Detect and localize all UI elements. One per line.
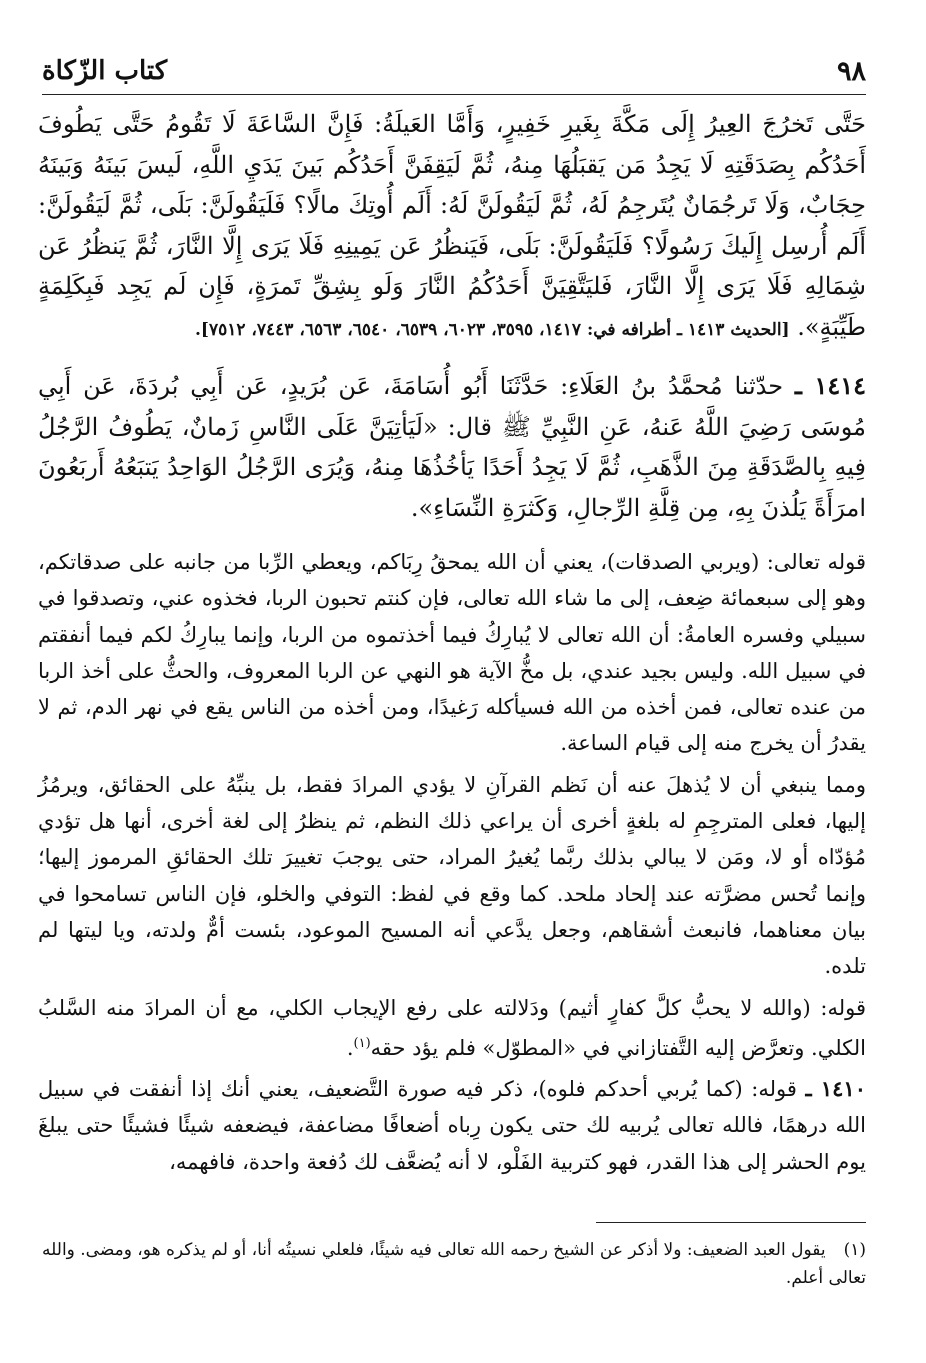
hadith-1414	[38, 366, 866, 528]
page-header	[42, 50, 866, 95]
hadith-number: ١٤١٤ ـ	[794, 371, 866, 400]
footnote-divider	[596, 1222, 866, 1223]
commentary-paragraph	[38, 990, 866, 1067]
page-number: ٩٨	[836, 56, 866, 87]
sentence-end: .	[346, 1035, 354, 1060]
commentary-paragraph: قوله تعالى: (ويربي الصدقات)، يعني أن الله يمحقُ رِبَاكم، ويعطي الرِّبا من جانبه على صدقاتكم، وهو إلى سبعمائة ضِعف، إلى ما شاء الله تعالى، فإن كنتم تحبون الربا، فخذوه عني، وتصدقوا في سبيلي وفسره العامةُ: أن الله تعالى لا يُبارِكُ فيما أخذتموه من الربا، وإنما يبارِكُ لكم فيما أنفقتم في سبيل الله. وليس بجيد عندي، بل مخُّ الآية هو النهي عن الربا المعروف، والحثُّ على أخذ الربا من عنده تعالى، فمن أخذه من الله فسيأكله رَغيدًا، ومن أخذه من الناس يقع في نهر الدم، ثم لا يقدرُ أن يخرج منه إلى قيام الساعة.	[38, 550, 866, 756]
commentary-number: ١٤١٠ ـ	[805, 1076, 866, 1102]
commentary-paragraph: ومما ينبغي أن لا يُذهلَ عنه أن نَظم القرآنِ لا يؤدي المرادَ فقط، بل ينبِّهُ على الحقائق، ويرمُزُ إليها، فعلى المترجِمِ له بلغةٍ أخرى أن يراعي ذلك النظم، ثم ينظرُ إلى لغة أخرى، أنها هل تؤدي مُؤدّاه أو لا، ومَن لا يبالي بذلك ربَّما يُغيرُ المراد، حتى يوجبَ تغييرَ تلك الحقائقِ المرموز إليها؛ وإنما تُحس مضرَّته عند إلحاد ملحد. كما وقع في لفظ: التوفي والخلو، فإن الناس تسامحوا في بيان معناهما، فانبعث أشقاهم، وجعل يدَّعي أنه المسيح الموعود، بئست أمٌّ ولدته، ويا ليتها لم تلده.	[38, 772, 866, 979]
commentary-text: قوله: (كما يُربي أحدكم فلوه)، ذكر فيه صورة التَّضعيف، يعني أنك إذا أنفقت في سبيل الله درهمًا، فالله تعالى يُربيه لك حتى يكون رِباه أضعافًا مضاعفة، فيضعفه شيئًا فشيئًا حتى يبلغَ يوم الحشر إلى هذا القدر، فهو كتربية الفَلْو، لا أنه يُضعَّف لك دُفعة واحدة، فافهمه،	[38, 1077, 866, 1174]
running-title: كتاب الزّكاة	[42, 56, 168, 86]
hadith-1413-end	[38, 104, 866, 350]
footnote-text: يقول العبد الضعيف: ولا أذكر عن الشيخ رحمه الله تعالى فيه شيئًا، فلعلي نسيتُه أنا، أو لم يذكره هو، ومضى. والله تعالى أعلم.	[42, 1240, 866, 1288]
footnote-marker: (١)	[843, 1240, 866, 1260]
footnotes	[40, 1236, 866, 1292]
commentary-text: قوله: (والله لا يحبُّ كلَّ كفارٍ أثيم) ودَلالته على رفع الإيجاب الكلي، مع أن المرادَ منه السَّلبُ الكلي. وتعرَّض إليه التَّفتازاني في «المطوّل» فلم يؤد حقه	[38, 995, 866, 1060]
hadith-references: [الحديث ١٤١٣ ـ أطرافه في: ١٤١٧، ٣٥٩٥، ٦٠٢٣، ٦٥٣٩، ٦٥٤٠، ٦٥٦٣، ٧٤٤٣، ٧٥١٢].	[194, 319, 790, 340]
hadith-text: حدّثنا مُحمَّدُ بنُ العَلَاءِ: حَدَّثَنَا أَبُو أُسَامَةَ، عَن بُرَيدٍ، عَن أَبِي بُردَةَ، عَن أَبِي مُوسَى رَضِيَ اللَّهُ عَنهُ، عَنِ النَّبِيِّ ﷺ قال: «لَيَأتِيَنَّ عَلَى النَّاسِ زَمانٌ، يَطُوفُ الرَّجُلُ فِيهِ بِالصَّدَقَةِ مِنَ الذَّهَبِ، ثُمَّ لَا يَجِدُ أَحَدًا يَأخُذُهَا مِنهُ، وَيُرَى الرَّجُلُ الوَاحِدُ يَتبَعُهُ أَربَعُونَ امرَأَةً يَلُذنَ بِهِ، مِن قِلَّةِ الرِّجالِ، وَكَثرَةِ النِّسَاءِ».	[38, 372, 866, 522]
commentary-1410	[38, 1071, 866, 1180]
footnote-reference: (١)	[353, 1035, 371, 1051]
hadith-text: حَتَّى تَخرُجَ العِيرُ إِلَى مَكَّةَ بِغَيرِ خَفِيرٍ، وَأَمَّا العَيلَةُ: فَإِنَّ السَّاعَةَ لَا تَقُومُ حَتَّى يَطُوفَ أَحَدُكُم بِصَدَقَتِهِ لَا يَجِدُ مَن يَقبَلُهَا مِنهُ، ثُمَّ لَيَقِفَنَّ أَحَدُكُم بَينَ يَدَيِ اللَّهِ، لَيسَ بَينَهُ وَبَينَهُ حِجَابٌ، وَلَا تَرجُمَانٌ يُتَرجِمُ لَهُ، ثُمَّ لَيَقُولَنَّ لَهُ: أَلَم أُوتِكَ مالًا؟ فَلَيَقُولَنَّ: بَلَى، ثُمَّ لَيَقُولَنَّ: أَلَم أُرسِل إِلَيكَ رَسُولًا؟ فَلَيَقُولَنَّ: بَلَى، فَيَنظُرُ عَن يَمِينِهِ فَلَا يَرَى إِلَّا النَّارَ، ثُمَّ يَنظُرُ عَن شِمَالِهِ فَلَا يَرَى إِلَّا النَّارَ، فَليَتَّقِيَنَّ أَحَدُكُمُ النَّارَ وَلَو بِشِقِّ تَمرَةٍ، فَإِن لَم يَجِد فَبِكَلِمَةٍ طَيِّبَةٍ».	[38, 110, 866, 341]
main-text	[38, 104, 866, 1180]
